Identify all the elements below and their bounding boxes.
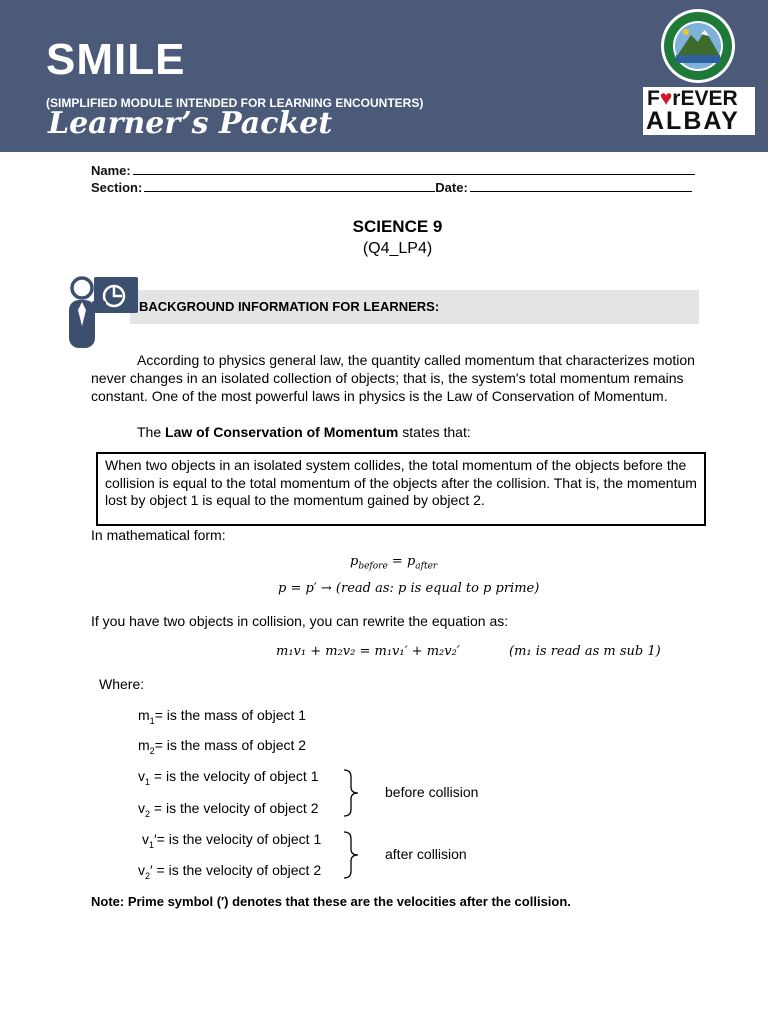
deped-seal-icon [660, 8, 736, 84]
where-label: Where: [99, 676, 145, 692]
equation-momentum-before-after [350, 554, 437, 572]
def-subscript: 2 [149, 745, 155, 756]
def-text: = is the mass of object 1 [154, 707, 307, 723]
forever-albay-logo [643, 87, 755, 135]
brace-after-icon [340, 830, 362, 880]
eq-subscript: after [415, 561, 438, 572]
def-text: = is the velocity of object 1 [150, 768, 319, 784]
logo-letter: F [647, 87, 660, 110]
packet-title: Learner’s Packet [48, 106, 333, 141]
name-input-line[interactable] [133, 163, 695, 175]
equation-collision: m₁v₁ + m₂v₂ = m₁v₁′ + m₂v₂′ [276, 644, 460, 659]
name-field-row [91, 163, 695, 178]
def-symbol: v [138, 768, 145, 784]
logo-word: rEVER [672, 87, 738, 110]
def-symbol: v [142, 831, 149, 847]
heart-icon: ♥ [659, 87, 673, 110]
math-intro: In mathematical form: [91, 527, 226, 543]
def-subscript: 2 [145, 808, 151, 819]
definition-item [138, 707, 306, 726]
section-input-line[interactable] [144, 180, 435, 192]
section-label: Section: [91, 180, 143, 195]
definition-item [138, 768, 319, 787]
rewrite-intro: If you have two objects in collision, you can rewrite the equation as: [91, 613, 509, 629]
definition-item [138, 862, 321, 881]
def-text: = is the mass of object 2 [154, 737, 307, 753]
def-symbol: v [138, 862, 145, 878]
prime-note: Note: Prime symbol (′) denotes that these are the velocities after the collision. [91, 894, 571, 909]
brace-before-icon [340, 768, 362, 818]
law-statement-box: When two objects in an isolated system collides, the total momentum of the objects before the collision is equal to the total momentum of the objects after the collision. That is, the momentum lost by object 1 is equal to the momentum gained by object 2. [96, 452, 706, 526]
def-symbol: v [138, 800, 145, 816]
def-subscript: 2 [145, 870, 151, 881]
eq-symbol: p [406, 554, 416, 569]
subject-title: SCIENCE 9 [352, 217, 443, 236]
def-subscript: 1 [149, 715, 155, 726]
def-prime: ′ [154, 831, 157, 847]
definition-item [142, 831, 321, 850]
def-prime: ′ [150, 862, 153, 878]
law-name: Law of Conservation of Momentum [165, 424, 399, 440]
definition-item [138, 737, 306, 756]
def-text: = is the velocity of object 1 [156, 831, 322, 847]
def-subscript: 1 [145, 776, 151, 787]
logo-albay: ALBAY [646, 107, 740, 135]
def-subscript: 1 [149, 839, 155, 850]
eq-subscript: before [358, 561, 388, 572]
brace-label-after: after collision [385, 846, 467, 862]
law-intro [91, 423, 717, 441]
brand-subtitle: (SIMPLIFIED MODULE INTENDED FOR LEARNING ENCOUNTERS) [46, 96, 424, 110]
law-intro-suffix: states that: [398, 424, 471, 440]
def-symbol: m [138, 707, 150, 723]
law-intro-prefix: The [137, 424, 166, 440]
def-symbol: m [138, 737, 150, 753]
eq-symbol: p [350, 554, 359, 569]
brand-title: SMILE [46, 35, 186, 84]
def-text: = is the velocity of object 2 [150, 800, 319, 816]
brace-label-before: before collision [385, 784, 479, 800]
equation-note: (m₁ is read as m sub 1) [509, 644, 661, 659]
def-text: = is the velocity of object 2 [152, 862, 322, 878]
header-banner [0, 0, 768, 152]
name-label: Name: [91, 163, 131, 178]
lesson-code: (Q4_LP4) [362, 240, 433, 257]
intro-paragraph: According to physics general law, the quantity called momentum that characterizes motion never changes in an isolated collection of objects; that is, the system's total momentum remains constant. One of the most powerful laws in physics is the Law of Conservation of Momentum. [91, 352, 695, 404]
teacher-presentation-icon [66, 276, 142, 352]
definition-item [138, 800, 319, 819]
date-label: Date: [435, 180, 468, 195]
eq-equals: = [387, 554, 407, 569]
date-input-line[interactable] [470, 180, 692, 192]
equation-p-equals-p-prime: p = p′ → (read as: p is equal to p prime) [278, 581, 540, 596]
section-date-row [91, 180, 692, 195]
section-heading: BACKGROUND INFORMATION FOR LEARNERS: [139, 299, 440, 314]
